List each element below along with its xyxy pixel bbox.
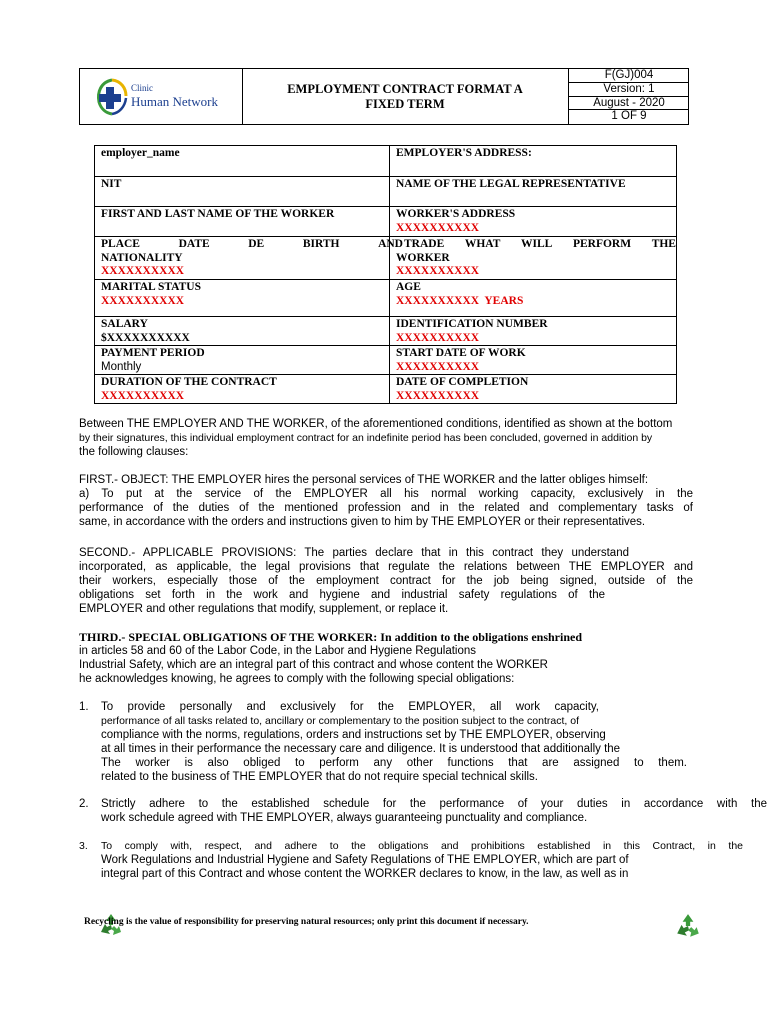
document-version: Version: 1	[569, 83, 689, 97]
second-clause-line: SECOND.- APPLICABLE PROVISIONS: The parties declare that in this contract they understand	[79, 547, 629, 559]
item-line: integral part of this Contract and whose content the WORKER declares to know, in the law, as well as in	[101, 868, 629, 880]
logo-clinic-label: Clinic	[131, 83, 153, 93]
payment-period-label: PAYMENT PERIOD	[101, 347, 205, 359]
nit-cell: NIT	[95, 177, 390, 207]
title-line-1: EMPLOYMENT CONTRACT FORMAT A	[287, 81, 523, 96]
start-date-cell	[390, 346, 677, 375]
marital-status-label: MARITAL STATUS	[101, 281, 202, 293]
first-clause-line: performance of the duties of the mentioned profession and in the related and complementary tasks of	[79, 502, 693, 514]
birth-label-line	[101, 238, 403, 252]
duration-value: XXXXXXXXXX	[101, 389, 185, 402]
payment-period-cell	[95, 346, 390, 375]
item-line: performance of all tasks related to, ancillary or complementary to the position subject to the contract, of	[101, 715, 579, 727]
recycling-note: Recycling is the value of responsibility for preserving natural resources; only print this document if necessary.	[84, 917, 529, 927]
item-line: To comply with, respect, and adhere to the obligations and prohibitions established in this Contract, in the	[101, 840, 743, 852]
start-date-value: XXXXXXXXXX	[396, 360, 480, 373]
trade-value: XXXXXXXXXX	[396, 265, 480, 277]
second-clause-line: their workers, especially those of the employment contract for the job being signed, outside of the	[79, 575, 693, 587]
nationality-label: NATIONALITY	[101, 251, 183, 264]
trade-label-line	[404, 238, 676, 252]
table-row	[95, 375, 677, 404]
document-code: F(GJ)004	[569, 69, 689, 83]
birth-word: DE	[248, 238, 265, 250]
item-number: 3.	[79, 840, 88, 852]
second-clause-line: obligations set forth in the work and hygiene and industrial safety regulations of the	[79, 589, 605, 601]
age-label: AGE	[396, 281, 421, 293]
identification-label: IDENTIFICATION NUMBER	[396, 318, 548, 330]
marital-status-value: XXXXXXXXXX	[101, 294, 185, 307]
third-clause-line: Industrial Safety, which are an integral part of this contract and whose content the WORKER	[79, 659, 548, 671]
item-line: compliance with the norms, regulations, orders and instructions set by THE EMPLOYER, observing	[101, 729, 606, 741]
duration-cell	[95, 375, 390, 404]
trade-word: WILL	[521, 238, 553, 250]
item-line: related to the business of THE EMPLOYER that do not require special technical skills.	[101, 771, 539, 783]
birth-word: BIRTH	[302, 238, 340, 250]
recycle-icon	[674, 912, 702, 940]
start-date-label: START DATE OF WORK	[396, 347, 526, 359]
trade-worker-label: WORKER	[396, 251, 450, 264]
second-clause-line: incorporated, as applicable, the legal provisions that regulate the relations between THE EMPLOYER and	[79, 561, 693, 573]
completion-date-cell	[390, 375, 677, 404]
item-number: 1.	[79, 701, 89, 713]
second-clause-line: EMPLOYER and other regulations that modify, supplement, or replace it.	[79, 603, 449, 615]
first-clause	[79, 473, 693, 529]
employer-address-cell: EMPLOYER'S ADDRESS:	[390, 146, 677, 177]
third-clause	[79, 630, 693, 686]
worker-address-label: WORKER'S ADDRESS	[396, 208, 516, 220]
third-clause-heading: THIRD.- SPECIAL OBLIGATIONS OF THE WORKER: In addition to the obligations enshrined	[79, 630, 582, 644]
title-line-2: FIXED TERM	[365, 96, 445, 111]
item-line: The worker is also obliged to perform any other functions that are assigned to them.	[101, 757, 687, 769]
third-clause-line: he acknowledges knowing, he agrees to comply with the following special obligations:	[79, 673, 515, 685]
identification-cell	[390, 317, 677, 346]
item-line: at all times in their performance the necessary care and diligence. It is understood that additionally the	[101, 743, 621, 755]
trade-word: THE	[651, 238, 676, 250]
first-clause-line: FIRST.- OBJECT: THE EMPLOYER hires the personal services of THE WORKER and the latter obliges himself:	[79, 474, 649, 486]
completion-date-label: DATE OF COMPLETION	[396, 376, 529, 388]
document-date: August - 2020	[569, 97, 689, 111]
item-line: work schedule agreed with THE EMPLOYER, always guaranteeing punctuality and compliance.	[101, 812, 588, 824]
intro-line: by their signatures, this individual employment contract for an indefinite period has been concluded, governed in addition by	[79, 432, 653, 444]
completion-date-value: XXXXXXXXXX	[396, 389, 480, 402]
clinic-cross-logo-icon	[95, 78, 129, 116]
age-value: XXXXXXXXXX YEARS	[396, 294, 524, 307]
table-row	[95, 280, 677, 317]
table-row	[95, 237, 677, 280]
birth-nationality-cell	[95, 237, 403, 280]
table-row	[95, 346, 677, 375]
obligation-item-3	[79, 839, 745, 881]
marital-status-cell	[95, 280, 390, 317]
table-row	[95, 317, 677, 346]
birth-word: DATE	[178, 238, 210, 250]
trade-word: TRADE	[404, 238, 445, 250]
trade-cell	[390, 237, 677, 280]
birth-word: AND	[378, 238, 403, 250]
intro-line: the following clauses:	[79, 446, 189, 458]
item-line: Work Regulations and Industrial Hygiene and Safety Regulations of THE EMPLOYER, which are part of	[101, 854, 629, 866]
document-header	[79, 68, 689, 125]
intro-paragraph	[79, 417, 693, 459]
intro-line: Between THE EMPLOYER AND THE WORKER, of the aforementioned conditions, identified as shown at the bottom	[79, 418, 673, 430]
item-line: Strictly adhere to the established schedule for the performance of your duties in accordance with the	[101, 798, 767, 810]
salary-label: SALARY	[101, 318, 148, 330]
logo-cell	[80, 69, 243, 124]
age-cell	[390, 280, 677, 317]
birth-word: PLACE	[101, 238, 140, 250]
table-row	[95, 177, 677, 207]
payment-period-value: Monthly	[101, 360, 142, 373]
logo-brand-name: Human Network	[131, 94, 219, 109]
obligation-item-1	[79, 700, 693, 784]
worker-name-cell: FIRST AND LAST NAME OF THE WORKER	[95, 207, 390, 237]
document-meta	[569, 69, 689, 124]
trade-word: PERFORM	[572, 238, 632, 250]
duration-label: DURATION OF THE CONTRACT	[101, 376, 277, 388]
birth-nationality-value: XXXXXXXXXX	[101, 265, 185, 277]
trade-word: WHAT	[464, 238, 501, 250]
second-clause	[79, 546, 693, 616]
document-page: 1 OF 9	[611, 110, 647, 123]
legal-representative-cell: NAME OF THE LEGAL REPRESENTATIVE	[390, 177, 677, 207]
table-row	[95, 146, 677, 177]
obligation-item-2	[79, 797, 768, 825]
item-number: 2.	[79, 798, 89, 810]
document-title	[242, 69, 569, 124]
worker-address-cell	[390, 207, 677, 237]
salary-cell	[95, 317, 390, 346]
salary-value: $XXXXXXXXXX	[101, 331, 190, 344]
first-clause-line: same, in accordance with the orders and instructions given to him by THE EMPLOYER or their representatives.	[79, 516, 646, 528]
employer-name-cell: employer_name	[95, 146, 390, 177]
contract-info-table	[94, 145, 677, 404]
table-row	[95, 207, 677, 237]
worker-address-value: XXXXXXXXXX	[396, 221, 480, 234]
first-clause-line: a) To put at the service of the EMPLOYER all his normal working capacity, exclusively in the	[79, 488, 693, 500]
item-line: To provide personally and exclusively for the EMPLOYER, all work capacity,	[101, 701, 599, 713]
identification-value: XXXXXXXXXX	[396, 331, 480, 344]
third-clause-line: in articles 58 and 60 of the Labor Code, in the Labor and Hygiene Regulations	[79, 645, 477, 657]
